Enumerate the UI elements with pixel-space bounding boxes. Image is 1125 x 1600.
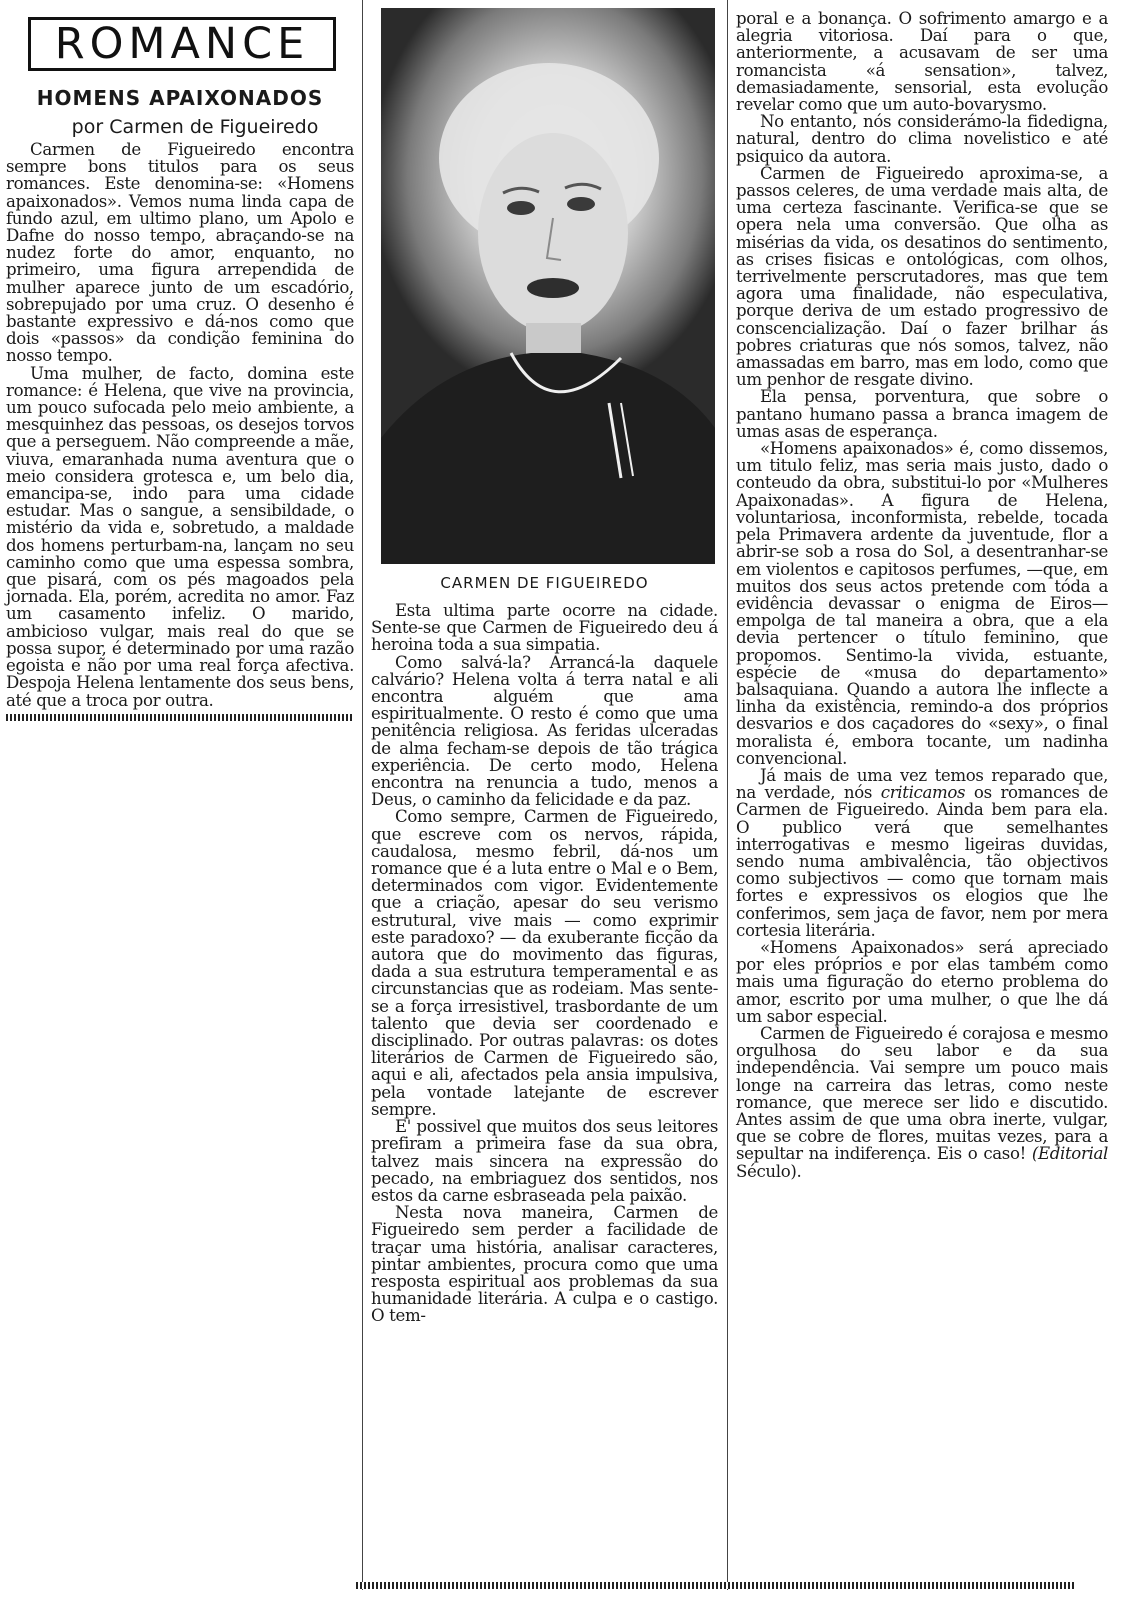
col3-paragraph — [736, 767, 1108, 939]
col3-paragraph: «Homens Apaixonados» será apreciado por eles próprios e por elas também como mais uma figuração do eterno problema do amor, escrito por uma mulher, o que lhe dá um sabor especial. — [736, 937, 1108, 1026]
col3-paragraph: «Homens apaixonados» é, como dissemos, um titulo feliz, mas seria mais justo, dado o conteudo da obra, substitui-lo por «Mulheres Apaixonadas». A figura de Helena, voluntariosa, inconformista, rebelde, tocada pela Primavera ardente da juventude, flor a abrir-se sob a rosa do Sol, a desentranhar-se em violentos e capitosos perfumes, —que, em muitos dos seus actos pretende com tóda a evidência devassar o enigma de Eiros—empolga de tal maneira a obra, que a ela devia pertencer o título feminino, que propomos. Sentimo-la vivida, estuante, espécie de «musa do departamento» balsaquiana. Quando a autora lhe inflecte a linha da existência, remindo-a dos próprios desvarios e dos caçadores do «sexy», o final moralista é, embora tocante, um nadinha convencional. — [736, 439, 1108, 768]
section-title: ROMANCE — [54, 18, 310, 69]
publisher-italic: (Editorial — [1031, 1144, 1108, 1164]
author-portrait-illustration — [381, 8, 715, 564]
headline: HOMENS APAIXONADOS — [36, 86, 324, 110]
column-rule-2 — [727, 0, 728, 1590]
col2-paragraph: Como salvá-la? Arrancá-la daquele calvário? Helena volta á terra natal e ali encontra alguém que ama espiritualmente. O resto é como que uma penitência religiosa. As feridas ulceradas de alma fecham-se depois de tão trágica experiência. De certo modo, Helena encontra na renuncia a tudo, menos a Deus, o caminho da felicidade e da paz. — [371, 652, 718, 810]
col3-paragraph: No entanto, nós considerámo-la fidedigna, natural, dentro do clima novelistico e até psiquico da autora. — [736, 112, 1108, 166]
col2-paragraph: Como sempre, Carmen de Figueiredo, que escreve com os nervos, rápida, caudalosa, mesmo febril, dá-nos um romance que é a luta entre o Mal e o Bem, determinados com vigor. Evidentemente que a criação, apesar do seu verismo estrutural, vive mais — como exprimir este paradoxo? — da exuberante ficção da autora que do movimento das figuras, dada a sua estrutura temperamental e as circunstancias que as rodeiam. Mas sente-se a força irresistivel, trasbordante de um talento que devia ser coordenado e disciplinado. Por outras palavras: os dotes literários de Carmen de Figueiredo são, aqui e ali, afectados pela ansia impulsiva, pela vontade latejante de escrever sempre. — [371, 807, 718, 1119]
col3-italic-text: criticamos — [880, 783, 966, 803]
col3-paragraph — [736, 1025, 1108, 1180]
author-photo — [381, 8, 715, 564]
col3-text: Carmen de Figueiredo é corajosa e mesmo orgulhosa do seu labor e da sua independência. Vai sempre um pouco mais longe na carreira das letras, como neste romance, que merece ser lido e discutido. Antes assim de que uma obra inerte, vulgar, que se cobre de flores, muitas vezes, para a sepultar na indiferença. Eis o caso! — [736, 1023, 1108, 1164]
col3-paragraph: poral e a bonança. O sofrimento amargo e a alegria vitoriosa. Daí para o que, anteriormente, a acusavam de ser uma romancista «á sensation», talvez, demasiadamente, sensorial, esta evolução revelar como que um auto-bovarysmo. — [736, 9, 1108, 115]
column-rule-1 — [362, 0, 363, 1590]
col3-text: Século). — [736, 1161, 802, 1181]
col1-paragraph: Carmen de Figueiredo encontra sempre bons titulos para os seus romances. Este denomina-se: «Homens apaixonados». Vemos numa linda capa de fundo azul, em ultimo plano, um Apolo e Dafne do nosso tempo, abraçando-se na nudez forte do amor, enquanto, no primeiro, uma figura arrependida de mulher aparece junto de um escadório, sobrepujado por uma cruz. O desenho é bastante expressivo e dá-nos como que dois «passos» da condição feminina do nosso tempo. — [6, 140, 354, 366]
col3-paragraph: Ela pensa, porventura, que sobre o pantano humano passa a branca imagem de umas asas de esperança. — [736, 387, 1108, 441]
col3-text: os romances de Carmen de Figueiredo. Ainda bem para ela. O publico verá que semelhantes interrogativas e mesmo ligeiras duvidas, sendo numa ambivalência, tão objectivos como subjectivos — como que tornam mais fortes e expressivos os elogios que lhe conferimos, sem jaça de favor, nem por mera cortesia literária. — [736, 783, 1108, 940]
col3-paragraph: Carmen de Figueiredo aproxima-se, a passos celeres, de uma verdade mais alta, de uma certeza fascinante. Verifica-se que se opera nela uma conversão. Que olha as misérias da vida, os desatinos do sentimento, as crises fisicas e ontológicas, com olhos, terrivelmente perscrutadores, mas que tem agora uma finalidade, não especulativa, porque deriva de um estado progressivo de conscencialização. Daí o fazer brilhar ás pobres criaturas que nós somos, talvez, não amassadas em barro, mas em lodo, como que um penhor de resgate divino. — [736, 163, 1108, 390]
column-3 — [736, 0, 1108, 1180]
col3-text: Já mais de uma vez temos reparado que, na verdade, nós — [736, 765, 1108, 803]
col2-paragraph: Esta ultima parte ocorre na cidade. Sente-se que Carmen de Figueiredo deu á heroina toda a sua simpatia. — [371, 601, 718, 655]
col2-paragraph: E' possivel que muitos dos seus leitores prefiram a primeira fase da sua obra, talvez mais sincera na expressão do pecado, na embriaguez dos sentidos, nos estos da carne esbraseada pela paixão. — [371, 1117, 718, 1205]
section-title-box — [28, 17, 336, 71]
byline: por Carmen de Figueiredo — [71, 116, 319, 138]
column-end-rule — [6, 714, 354, 721]
column-1 — [6, 0, 354, 721]
page-bottom-rule — [356, 1582, 1074, 1589]
col1-paragraph: Uma mulher, de facto, domina este romance: é Helena, que vive na provincia, um pouco sufocada pelo meio ambiente, a mesquinhez das pessoas, os desejos torvos que a perseguem. Não compreende a mãe, viuva, emaranhada numa aventura que o meio considera grotesca e, um belo dia, emancipa-se, indo para uma cidade estudar. Mas o sangue, a sensibildade, o mistério da vida e, sobretudo, a maldade dos homens perturbam-na, lançam no seu caminho como que uma espessa sombra, que pisará, com os pés magoados pela jornada. Ela, porém, acredita no amor. Faz um casamento infeliz. O marido, ambicioso vulgar, mais real do que se possa supor, é determinado por uma razão egoista e não por uma real força afectiva. Despoja Helena lentamente dos seus bens, até que a troca por outra. — [6, 363, 354, 710]
column-2 — [371, 0, 718, 1325]
col2-paragraph: Nesta nova maneira, Carmen de Figueiredo sem perder a facilidade de traçar uma história, analisar caracteres, pintar ambientes, procura como que uma resposta espiritual aos problemas da sua humanidade literária. A culpa e o castigo. O tem- — [371, 1203, 718, 1326]
photo-caption: CARMEN DE FIGUEIREDO — [440, 574, 649, 592]
